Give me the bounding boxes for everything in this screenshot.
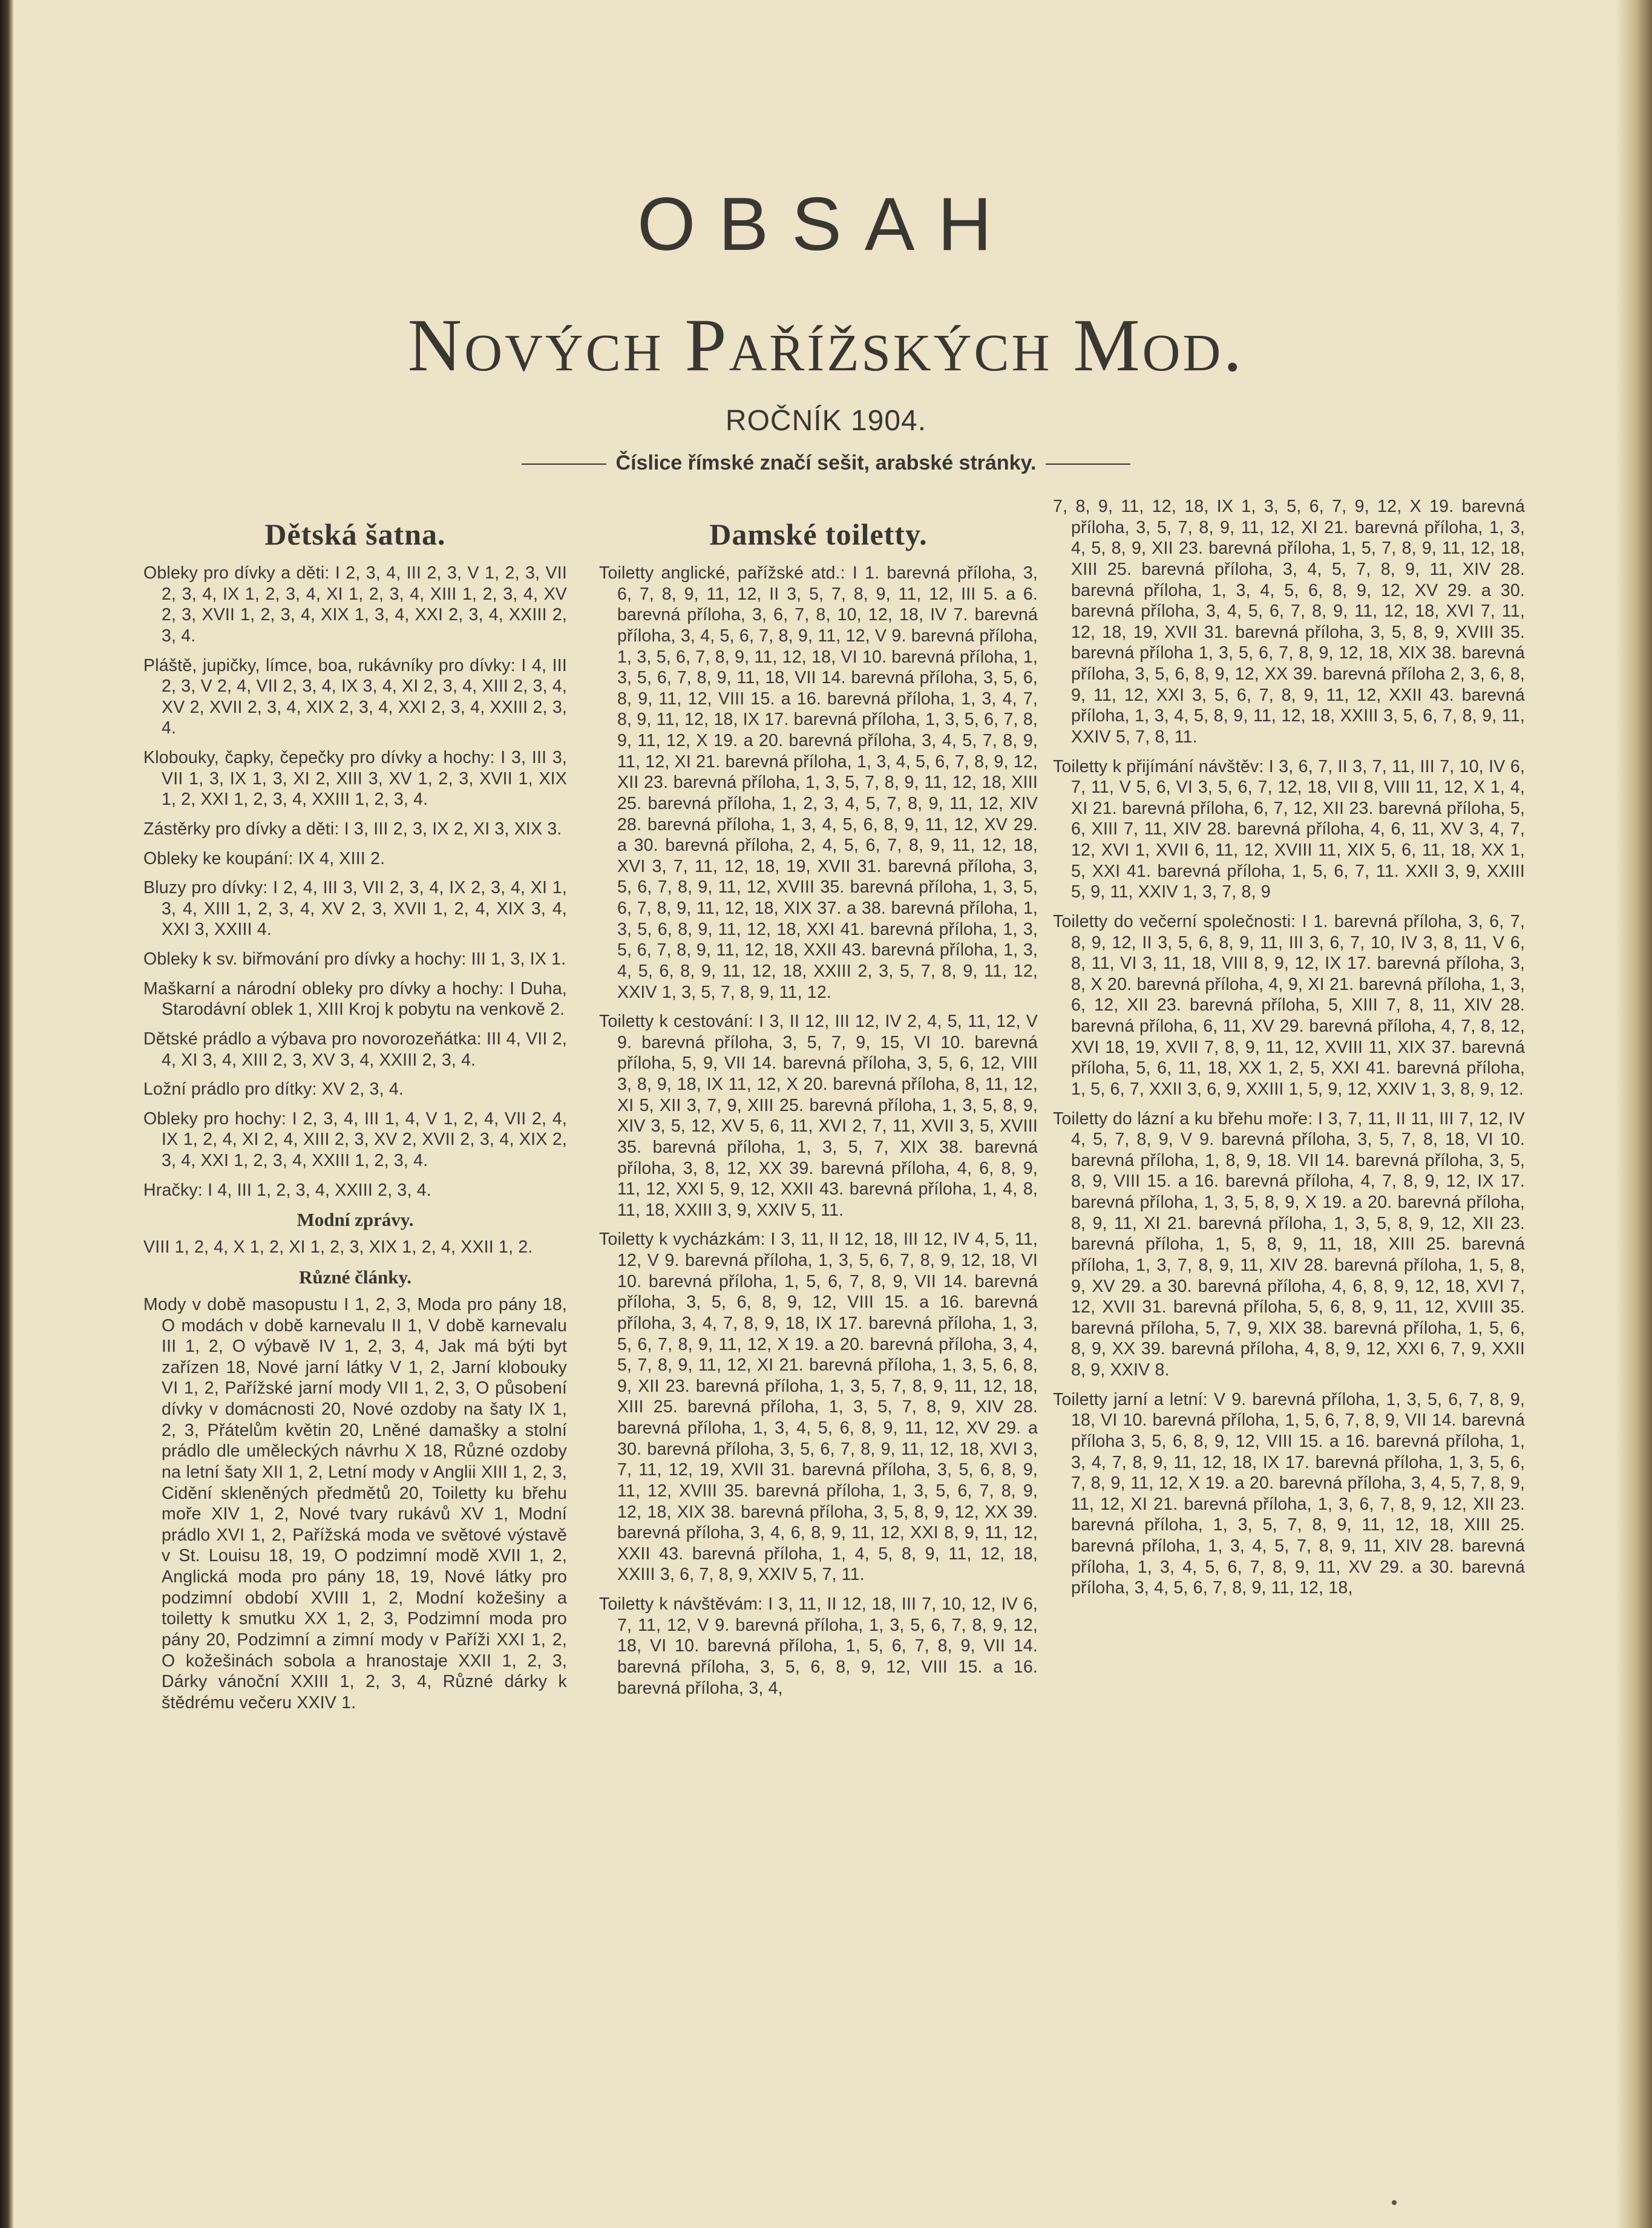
column-ladies-toilettes bbox=[599, 514, 1038, 1707]
index-entry: Maškarní a národní obleky pro dívky a hochy: I Duha, Starodávní oblek 1, XIII Kroj k pobytu na venkově 2. bbox=[143, 978, 567, 1020]
index-entry: Toiletty k návštěvám: I 3, 11, II 12, 18, III 7, 10, 12, IV 6, 7, 11, 12, V 9. barevná příloha, 1, 3, 5, 6, 7, 8, 9, 12, 18, VI 10. barevná příloha, 1, 5, 6, 7, 8, 9, VII 14. barevná příloha, 3, 5, 6, 8, 9, 12, VIII 15. a 16. barevná příloha, 3, 4, bbox=[599, 1594, 1038, 1698]
volume-year: ROČNÍK 1904. bbox=[725, 405, 927, 437]
dash-right bbox=[1046, 464, 1130, 465]
column-continued bbox=[1053, 496, 1525, 1607]
index-entry: Klobouky, čapky, čepečky pro dívky a hochy: I 3, III 3, VII 1, 3, IX 1, 3, XI 2, XIII 3, XV 1, 2, 3, XVII 1, XIX 1, 2, XXI 1, 2, 3, 4, XXIII 1, 2, 3, 4. bbox=[143, 748, 567, 810]
index-entry: Dětské prádlo a výbava pro novorozeňátka: III 4, VII 2, 4, XI 3, 4, XIII 2, 3, XV 3, 4, XXIII 2, 3, 4. bbox=[143, 1029, 567, 1070]
index-entry: Bluzy pro dívky: I 2, 4, III 3, VII 2, 3, 4, IX 2, 3, 4, XI 1, 3, 4, XIII 1, 2, 3, 4, XV 2, 3, XVII 1, 2, 4, XIX 3, 4, XXI 3, XXIII 4. bbox=[143, 878, 567, 940]
index-entry: Ložní prádlo pro dítky: XV 2, 3, 4. bbox=[143, 1080, 404, 1099]
index-entry: Mody v době masopustu I 1, 2, 3, Moda pro pány 18, O modách v době karnevalu II 1, V době karnevalu III 1, 2, O výbavě IV 1, 2, 3, 4, Jak má býti byt zařízen 18, Nové jarní látky V 1, 2, Jarní klobouky VI 1, 2, Pařížské jarní mody VII 1, 2, 3, O působení dívky v domácnosti 20, Nové ozdoby na šaty IX 1, 2, 3, Přátelům květin 20, Lněné damašky a stolní prádlo dle uměleckých návrhu X 18, Různé ozdoby na letní šaty XII 1, 2, Letní mody v Anglii XIII 1, 2, 3, Cidění skleněných předmětů 20, Toiletty ku břehu moře XIV 1, 2, Nové tvary rukávů XV 1, Modní prádlo XVI 1, 2, Pařížská moda ve světové výstavě v St. Louisu 18, 19, O podzimní modě XVII 1, 2, Anglická moda pro pány 18, 19, Nové látky pro podzimní období XVIII 1, 2, Modní kožešiny a toiletty k smutku XX 1, 2, 3, Podzimní moda pro pány 20, Podzimní a zimní mody v Paříži XXI 1, 2, O kožešinách sobola a hranostaje XXII 1, 2, 3, Dárky vánoční XXIII 1, 2, 3, 4, Různé dárky k štědrému večeru XXIV 1. bbox=[143, 1294, 567, 1712]
column-childrens-wear bbox=[143, 514, 567, 1722]
section-heading-fashion-news: Modní zprávy. bbox=[297, 1209, 414, 1231]
index-entry-continued: 7, 8, 9, 11, 12, 18, IX 1, 3, 5, 6, 7, 9, 12, X 19. barevná příloha, 3, 5, 7, 8, 9, 11, 12, XI 21. barevná příloha, 1, 3, 4, 5, 8, 9, XII 23. barevná příloha, 1, 5, 7, 8, 9, 11, 12, 18, XIII 25. barevná příloha, 3, 4, 5, 7, 8, 9, 11, XIV 28. barevná příloha, 1, 3, 4, 5, 6, 8, 9, 12, XV 29. a 30. barevná příloha, 3, 4, 5, 6, 7, 8, 9, 11, 12, 18, XVI 7, 11, 12, 18, 19, XVII 31. barevná příloha, 3, 5, 8, 9, XVIII 35. barevná příloha 1, 3, 5, 6, 7, 8, 9, 12, 18, XIX 38. barevná příloha, 3, 5, 6, 8, 9, 12, XX 39. barevná příloha 2, 3, 6, 8, 9, 11, 12, XXI 3, 5, 6, 7, 8, 9, 11, 12, XXII 43. barevná příloha, 1, 3, 4, 5, 8, 9, 11, 12, 18, XXIII 3, 5, 6, 7, 8, 9, 11, XXIV 5, 7, 8, 11. bbox=[1053, 497, 1525, 747]
numbering-note-text: Číslice římské značí sešit, arabské stránky. bbox=[615, 451, 1037, 474]
section-heading-childrens-wear: Dětská šatna. bbox=[264, 517, 446, 551]
index-entry: Pláště, jupičky, límce, boa, rukávníky pro dívky: I 4, III 2, 3, V 2, 4, VII 2, 3, 4, IX 3, 4, XI 2, 3, 4, XIII 2, 3, 4, XV 2, XVII 2, 3, 4, XIX 2, 3, 4, XXI 2, 3, 4, XXIII 2, 3, 4. bbox=[143, 655, 567, 738]
index-entry: Obleky pro dívky a děti: I 2, 3, 4, III 2, 3, V 1, 2, 3, VII 2, 3, 4, IX 1, 2, 3, 4, XI 1, 2, 3, 4, XIII 1, 2, 3, 4, XV 2, 3, XVII 1, 2, 3, 4, XIX 1, 3, 4, XXI 2, 3, 4, XXIII 2, 3, 4. bbox=[143, 563, 567, 646]
index-entry: Obleky pro hochy: I 2, 3, 4, III 1, 4, V 1, 2, 4, VII 2, 4, IX 1, 2, 4, XI 2, 4, XIII 2, 3, XV 2, XVII 2, 3, 4, XIX 2, 3, 4, XXI 1, 2, 3, 4, XXIII 1, 2, 3, 4. bbox=[143, 1109, 567, 1170]
index-entry: Toiletty jarní a letní: V 9. barevná příloha, 1, 3, 5, 6, 7, 8, 9, 18, VI 10. barevná příloha, 1, 5, 6, 7, 8, 9, VII 14. barevná příloha 3, 5, 6, 8, 9, 12, VIII 15. a 16. barevná příloha, 1, 3, 4, 7, 8, 9, 11, 12, 18, IX 17. barevná příloha, 1, 3, 5, 6, 7, 8, 9, 11, 12, X 19. a 20. barevná příloha, 3, 4, 5, 7, 8, 9, 11, 12, XI 21. barevná příloha, 1, 3, 6, 7, 8, 9, 12, XII 23. barevná příloha, 1, 3, 5, 7, 8, 9, 11, 12, 18, XIII 25. barevná příloha, 1, 3, 4, 5, 7, 8, 9, 11, XIV 28. barevná příloha, 1, 3, 4, 5, 6, 7, 8, 9, 11, XV 29. a 30. barevná příloha, 3, 4, 5, 6, 7, 8, 9, 11, 12, 18, bbox=[1053, 1389, 1525, 1598]
index-entry: Hračky: I 4, III 1, 2, 3, 4, XXIII 2, 3, 4. bbox=[143, 1180, 431, 1200]
page-subtitle: Nových Pařížských Mod. bbox=[407, 304, 1245, 387]
index-entry: Toiletty k cestování: I 3, II 12, III 12, IV 2, 4, 5, 11, 12, V 9. barevná příloha, 3, 5, 7, 9, 15, VI 10. barevná příloha, 5, 9, VII 14. barevná příloha, 3, 5, 6, 12, VIII 3, 8, 9, 18, IX 11, 12, X 20. barevná příloha, 8, 11, 12, XI 5, XII 3, 7, 9, XIII 25. barevná příloha, 1, 3, 5, 8, 9, XIV 3, 5, 12, XV 5, 6, 11, XVI 2, 7, 11, XVII 3, 5, XVIII 35. barevná příloha, 1, 3, 5, 7, XIX 38. barevná příloha, 3, 8, 12, XX 39. barevná příloha, 4, 6, 8, 9, 11, 12, XXI 5, 9, 12, XXII 43. barevná příloha, 1, 4, 8, 11, 18, XXIII 3, 9, XXIV 5, 11. bbox=[599, 1012, 1038, 1220]
ink-dot bbox=[1392, 2200, 1397, 2205]
index-entry: Toiletty anglické, pařížské atd.: I 1. barevná příloha, 3, 6, 7, 8, 9, 11, 12, II 3, 5, 7, 8, 9, 11, 12, III 5. a 6. barevná příloha, 3, 6, 7, 8, 10, 12, 18, IV 7. barevná příloha, 3, 4, 5, 6, 7, 8, 9, 11, 12, V 9. barevná příloha, 1, 3, 5, 6, 7, 8, 9, 11, 12, 18, VI 10. barevná příloha, 1, 3, 5, 6, 7, 8, 9, 11, 18, VII 14. barevná příloha, 3, 5, 6, 8, 9, 11, 12, VIII 15. a 16. barevná příloha, 1, 3, 4, 7, 8, 9, 11, 12, 18, IX 17. barevná příloha, 1, 3, 5, 6, 7, 8, 9, 11, 12, X 19. a 20. barevná příloha, 3, 4, 5, 7, 8, 9, 11, 12, XI 21. barevná příloha, 1, 3, 4, 5, 6, 7, 8, 9, 12, XII 23. barevná příloha, 1, 3, 5, 7, 8, 9, 11, 12, 18, XIII 25. barevná příloha, 1, 2, 3, 4, 5, 7, 8, 9, 11, 12, XIV 28. barevná příloha, 1, 3, 4, 5, 6, 8, 9, 11, 12, XV 29. a 30. barevná příloha, 2, 4, 5, 6, 7, 8, 9, 11, 12, 18, XVI 3, 7, 11, 12, 18, 19, XVII 31. barevná příloha, 3, 5, 6, 7, 8, 9, 11, 12, XVIII 35. barevná příloha, 1, 3, 5, 6, 7, 8, 9, 11, 12, 18, XIX 37. a 38. barevná příloha, 1, 3, 5, 6, 8, 9, 11, 12, 18, XXI 41. barevná příloha, 1, 3, 5, 6, 7, 8, 9, 11, 12, 18, XXII 43. barevná příloha, 1, 3, 4, 5, 6, 8, 9, 11, 12, 18, XXIII 2, 3, 5, 7, 8, 9, 11, 12, XXIV 1, 3, 5, 7, 8, 9, 11, 12. bbox=[599, 563, 1038, 1002]
numbering-note bbox=[0, 451, 1652, 475]
index-entry: Obleky ke koupání: IX 4, XIII 2. bbox=[143, 848, 385, 868]
index-entry: Toiletty k přijímání návštěv: I 3, 6, 7, II 3, 7, 11, III 7, 10, IV 6, 7, 11, V 5, 6, VI 3, 5, 6, 7, 12, 18, VII 8, VIII 11, 12, X 1, 4, XI 21. barevná příloha, 6, 7, 12, XII 23. barevná příloha, 5, 6, XIII 7, 11, XIV 28. barevná příloha, 4, 6, 11, XV 3, 4, 7, 12, XVI 1, XVII 6, 11, 12, XVIII 11, XIX 5, 6, 11, 18, XX 1, 5, XXI 41. barevná příloha, 1, 5, 6, 7, 11. XXII 3, 9, XXIII 5, 9, 11, XXIV 1, 3, 7, 8, 9 bbox=[1053, 756, 1525, 902]
index-entry: Toiletty do lázní a ku břehu moře: I 3, 7, 11, II 11, III 7, 12, IV 4, 5, 7, 8, 9, V 9. barevná příloha, 3, 5, 7, 8, 18, VI 10. barevná příloha, 1, 8, 9, 18. VII 14. barevná příloha, 3, 5, 8, 9, VIII 15. a 16. barevná příloha, 4, 7, 8, 9, 12, IX 17. barevná příloha, 1, 3, 5, 8, 9, X 19. a 20. barevná příloha, 8, 9, 11, XI 21. barevná příloha, 1, 3, 5, 8, 9, 12, XII 23. barevná příloha, 1, 5, 8, 9, 11, 18, XIII 25. barevná příloha, 1, 3, 7, 8, 9, 11, XIV 28. barevná příloha, 1, 5, 8, 9, XV 29. a 30. barevná příloha, 4, 6, 8, 9, 12, 18, XVI 7, 12, XVII 31. barevná příloha, 5, 6, 8, 9, 11, 12, XVIII 35. barevná příloha, 5, 7, 9, XIX 38. barevná příloha, 1, 5, 6, 8, 9, XX 39. barevná příloha, 4, 8, 9, 12, XXI 6, 7, 9, XXII 8, 9, XXIV 8. bbox=[1053, 1109, 1525, 1380]
section-heading-various-articles: Různé články. bbox=[298, 1266, 412, 1288]
index-entry: Toiletty do večerní společnosti: I 1. barevná příloha, 3, 6, 7, 8, 9, 12, II 3, 5, 6, 8, 9, 11, III 3, 6, 7, 10, IV 3, 8, 11, V 6, 8, 11, VI 3, 11, 18, VIII 8, 9, 12, IX 17. barevná příloha, 3, 8, X 20. barevná příloha, 4, 9, XI 21. barevná příloha, 1, 3, 6, 12, XII 23. barevná příloha, 5, XIII 7, 8, 11, XIV 28. barevná příloha, 6, 11, XV 29. barevná příloha, 4, 7, 8, 12, XVI 18, 19, XVII 7, 8, 9, 11, 12, XVIII 11, XIX 37. barevná příloha, 5, 6, 11, 18, XX 1, 2, 5, XXI 41. barevná příloha, 1, 5, 6, 7, XXII 3, 6, 9, XXIII 1, 5, 9, 12, XXIV 1, 3, 8, 9, 12. bbox=[1053, 911, 1525, 1099]
index-entry: Obleky k sv. biřmování pro dívky a hochy: III 1, 3, IX 1. bbox=[143, 949, 566, 969]
index-entry: Zástěrky pro dívky a děti: I 3, III 2, 3, IX 2, XI 3, XIX 3. bbox=[143, 819, 562, 839]
dash-left bbox=[522, 464, 606, 465]
index-entry: VIII 1, 2, 4, X 1, 2, XI 1, 2, 3, XIX 1, 2, 4, XXII 1, 2. bbox=[143, 1237, 533, 1257]
page-title: OBSAH bbox=[637, 183, 1015, 266]
index-entry: Toiletty k vycházkám: I 3, 11, II 12, 18, III 12, IV 4, 5, 11, 12, V 9. barevná příloha, 1, 3, 5, 6, 7, 8, 9, 12, 18, VI 10. barevná příloha, 1, 5, 6, 7, 8, 9, VII 14. barevná příloha, 3, 5, 6, 8, 9, 12, VIII 15. a 16. barevná příloha, 3, 4, 7, 8, 9, 18, IX 17. barevná příloha, 1, 3, 5, 6, 7, 8, 9, 11, 12, X 19. a 20. barevná příloha, 3, 4, 5, 7, 8, 9, 11, 12, XI 21. barevná příloha, 1, 3, 5, 6, 8, 9, XII 23. barevná příloha, 1, 3, 5, 7, 8, 9, 11, 12, 18, XIII 25. barevná příloha, 1, 3, 5, 7, 8, 9, XIV 28. barevná příloha, 1, 3, 4, 5, 6, 8, 9, 11, 12, XV 29. a 30. barevná příloha, 3, 5, 6, 7, 8, 9, 11, 12, 18, XVI 3, 7, 11, 12, 19, XVII 31. barevná příloha, 3, 5, 6, 8, 9, 11, 12, XVIII 35. barevná příloha, 1, 3, 5, 6, 7, 8, 9, 12, 18, XIX 38. barevná příloha, 3, 5, 8, 9, 12, XX 39. barevná příloha, 3, 4, 6, 8, 9, 11, 12, XXI 8, 9, 11, 12, XXII 43. barevná příloha, 1, 4, 5, 8, 9, 11, 12, 18, XXIII 3, 6, 7, 8, 9, XXIV 5, 7, 11. bbox=[599, 1230, 1038, 1585]
section-heading-ladies-toilettes: Damské toiletty. bbox=[709, 517, 928, 551]
